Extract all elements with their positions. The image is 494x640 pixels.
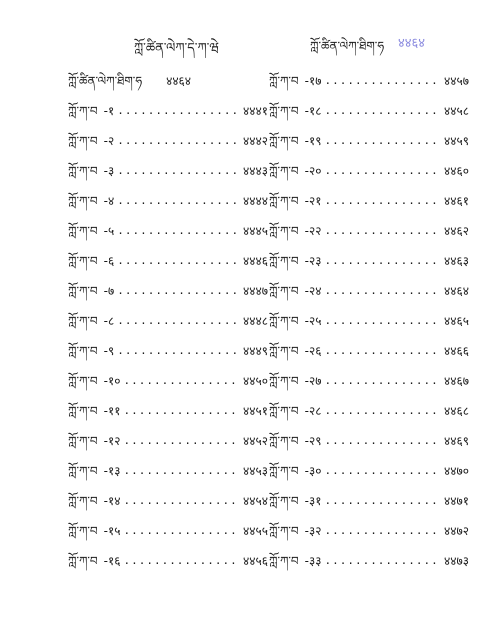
toc-entry-label: ཀློ་ཚིན་ལེཀ་ཐིག་ཧ	[68, 74, 143, 88]
toc-entry-label: ཀློ་ཀ་བ	[269, 344, 299, 358]
toc-entry-page: ४४५६	[243, 554, 268, 568]
toc-entry-label: ཀློ་ཀ་བ	[269, 434, 299, 448]
toc-entry[interactable]	[269, 336, 469, 366]
toc-entry-page: ४४७०	[444, 464, 469, 478]
toc-entry-label: ཀློ་ཀ་བ	[269, 164, 299, 178]
dot-leader	[123, 426, 240, 456]
toc-entry-page: ४४६९	[444, 434, 469, 448]
toc-entry-page: ४४५१	[243, 404, 268, 418]
toc-entry-page: ४४४७	[243, 284, 268, 298]
dot-leader	[324, 336, 441, 366]
dot-leader	[117, 306, 240, 336]
toc-entry-number: -२८	[304, 404, 322, 418]
toc-entry-number: -२७	[304, 374, 322, 388]
toc-entry-number: -१५	[103, 524, 121, 538]
toc-entry[interactable]	[68, 156, 268, 186]
toc-entry[interactable]	[269, 96, 469, 126]
toc-entry-page: ४४७१	[444, 494, 469, 508]
toc-entry-page: ४४४३	[243, 164, 268, 178]
toc-entry-number: -११	[103, 404, 121, 418]
dot-leader	[324, 366, 441, 396]
toc-entry-label: ཀློ་ཀ་བ	[269, 494, 299, 508]
toc-entry-number: -१७	[304, 74, 322, 88]
toc-entry-label: ཀློ་ཀ་བ	[68, 224, 98, 238]
toc-entry-number: -१६	[103, 554, 121, 568]
dot-leader	[324, 306, 441, 336]
toc-entry-label: ཀློ་ཀ་བ	[68, 254, 98, 268]
toc-entry-page: ४४६५	[444, 314, 469, 328]
toc-entry[interactable]	[269, 246, 469, 276]
toc-entry-label: ཀློ་ཀ་བ	[68, 284, 98, 298]
toc-entry-page: ४४५४	[243, 494, 268, 508]
toc-entry[interactable]	[68, 186, 268, 216]
toc-entry-number: -६	[103, 254, 115, 268]
dot-leader	[123, 516, 240, 546]
toc-entry-number: -३	[103, 164, 115, 178]
dot-leader	[324, 426, 441, 456]
toc-entry-page: ४४६४	[166, 74, 192, 88]
toc-entry-page: ४४४९	[243, 344, 268, 358]
toc-entry-number: -२	[103, 134, 115, 148]
toc-entry-page: ४४५९	[444, 134, 469, 148]
toc-entry-number: -२६	[304, 344, 322, 358]
toc-entry-number: -५	[103, 224, 115, 238]
toc-entry-page: ४४५०	[243, 374, 268, 388]
toc-entry[interactable]	[269, 516, 469, 546]
toc-entry-page: ४४५३	[243, 464, 268, 478]
document-subtitle: ཀློ་ཚིན་ལེཀ་ཐིག་ཧ	[310, 39, 385, 53]
toc-entry[interactable]	[68, 216, 268, 246]
dot-leader	[324, 96, 441, 126]
toc-entry[interactable]	[68, 246, 268, 276]
dot-leader	[117, 276, 240, 306]
toc-entry-page: ४४४६	[243, 254, 268, 268]
toc-entry-label: ཀློ་ཀ་བ	[68, 164, 98, 178]
toc-entry[interactable]	[68, 426, 268, 456]
toc-left-column	[68, 66, 268, 576]
toc-entry-page: ४४४४	[243, 194, 268, 208]
toc-entry[interactable]	[269, 546, 469, 576]
toc-entry-page: ४४६३	[444, 254, 469, 268]
dot-leader	[117, 96, 240, 126]
toc-entry-page: ४४५२	[243, 434, 268, 448]
toc-entry-number: -३३	[304, 554, 322, 568]
toc-entry-number: -१४	[103, 494, 121, 508]
toc-entry[interactable]	[269, 486, 469, 516]
toc-entry[interactable]	[269, 426, 469, 456]
toc-entry-label: ཀློ་ཀ་བ	[68, 104, 98, 118]
toc-entry[interactable]	[68, 336, 268, 366]
toc-entry[interactable]	[68, 516, 268, 546]
toc-entry-number: -७	[103, 284, 115, 298]
toc-entry-label: ཀློ་ཀ་བ	[269, 404, 299, 418]
toc-entry-number: -२१	[304, 194, 322, 208]
toc-entry-number: -२४	[304, 284, 322, 298]
toc-entry-number: -१	[103, 104, 115, 118]
toc-entry-page: ४४४५	[243, 224, 268, 238]
toc-entry-page: ४४४२	[243, 134, 268, 148]
toc-entry-page: ४४६०	[444, 164, 469, 178]
toc-entry-label: ཀློ་ཀ་བ	[68, 344, 98, 358]
toc-entry[interactable]	[68, 366, 268, 396]
toc-entry-label: ཀློ་ཀ་བ	[269, 374, 299, 388]
dot-leader	[123, 396, 240, 426]
toc-entry-label: ཀློ་ཀ་བ	[68, 464, 98, 478]
toc-entry-number: -१२	[103, 434, 121, 448]
toc-entry[interactable]	[68, 276, 268, 306]
toc-entry[interactable]	[68, 306, 268, 336]
toc-entry-page: ४४४८	[243, 314, 268, 328]
dot-leader	[324, 516, 441, 546]
toc-entry[interactable]	[269, 186, 469, 216]
toc-entry-label: ཀློ་ཀ་བ	[68, 194, 98, 208]
toc-entry-label: ཀློ་ཀ་བ	[269, 74, 299, 88]
toc-entry-number: -२०	[304, 164, 322, 178]
page-header	[0, 33, 494, 55]
toc-entry[interactable]	[269, 456, 469, 486]
toc-entry-label: ཀློ་ཀ་བ	[269, 134, 299, 148]
toc-entry-label: ཀློ་ཀ་བ	[269, 524, 299, 538]
toc-right-column	[269, 66, 469, 576]
toc-entry-page: ४४६८	[444, 404, 469, 418]
toc-entry-number: -१०	[103, 374, 121, 388]
dot-leader	[123, 546, 240, 576]
toc-entry-label: ཀློ་ཀ་བ	[269, 554, 299, 568]
toc-entry-label: ཀློ་ཀ་བ	[269, 194, 299, 208]
toc-entry-number: -४	[103, 194, 115, 208]
toc-entry-page: ४४७३	[444, 554, 469, 568]
toc-entry-label: ཀློ་ཀ་བ	[68, 374, 98, 388]
toc-entry-page: ४४५८	[444, 104, 469, 118]
dot-leader	[324, 456, 441, 486]
toc-entry[interactable]	[68, 486, 268, 516]
dot-leader	[117, 156, 240, 186]
toc-entry-page: ४४५५	[243, 524, 268, 538]
toc-entry[interactable]	[68, 456, 268, 486]
dot-leader	[324, 396, 441, 426]
toc-entry-number: -१८	[304, 104, 322, 118]
toc-entry[interactable]	[68, 126, 268, 156]
toc-entry-label: ཀློ་ཀ་བ	[68, 524, 98, 538]
toc-entry[interactable]	[68, 396, 268, 426]
dot-leader	[324, 186, 441, 216]
toc-entry-label: ཀློ་ཀ་བ	[68, 554, 98, 568]
dot-leader	[324, 276, 441, 306]
toc-entry-label: ཀློ་ཀ་བ	[269, 464, 299, 478]
dot-leader	[324, 246, 441, 276]
toc-entry[interactable]	[68, 96, 268, 126]
toc-entry-page: ४४४१	[243, 104, 268, 118]
toc-entry[interactable]	[269, 66, 469, 96]
toc-entry-page: ४४५७	[444, 74, 469, 88]
dot-leader	[324, 546, 441, 576]
toc-entry-number: -३०	[304, 464, 322, 478]
toc-entry-number: -९	[103, 344, 115, 358]
toc-entry-number: -२९	[304, 434, 322, 448]
toc-entry-label: ཀློ་ཀ་བ	[269, 314, 299, 328]
toc-entry-label: ཀློ་ཀ་བ	[269, 104, 299, 118]
dot-leader	[117, 216, 240, 246]
toc-entry[interactable]	[269, 306, 469, 336]
toc-entry[interactable]	[269, 396, 469, 426]
dot-leader	[324, 156, 441, 186]
toc-entry-number: -३१	[304, 494, 322, 508]
toc-entry-number: -१३	[103, 464, 121, 478]
dot-leader	[117, 336, 240, 366]
toc-entry-label: ཀློ་ཀ་བ	[68, 494, 98, 508]
toc-entry-number: -२५	[304, 314, 322, 328]
toc-entry-page: ४४६७	[444, 374, 469, 388]
dot-leader	[123, 486, 240, 516]
toc-entry-label: ཀློ་ཀ་བ	[68, 404, 98, 418]
toc-entry-number: -१९	[304, 134, 322, 148]
toc-entry-number: -८	[103, 314, 115, 328]
toc-entry[interactable]	[269, 126, 469, 156]
toc-entry-label: ཀློ་ཀ་བ	[68, 134, 98, 148]
toc-entry-number: -२३	[304, 254, 322, 268]
toc-entry-number: -३२	[304, 524, 322, 538]
dot-leader	[117, 126, 240, 156]
toc-entry-label: ཀློ་ཀ་བ	[269, 224, 299, 238]
toc-entry-number: -२२	[304, 224, 322, 238]
toc-entry-label: ཀློ་ཀ་བ	[269, 254, 299, 268]
toc-entry[interactable]	[68, 66, 268, 96]
toc-entry[interactable]	[68, 546, 268, 576]
document-title: ཀློ་ཚིན་ལེཀ་དེ་ཀ་ཝེ	[134, 41, 220, 56]
dot-leader	[324, 486, 441, 516]
toc-entry-page: ४४६६	[444, 344, 469, 358]
dot-leader	[324, 216, 441, 246]
toc-entry-page: ४४६२	[444, 224, 469, 238]
toc-entry[interactable]	[269, 216, 469, 246]
page-number: ४४६४	[398, 36, 426, 51]
toc-entry-page: ४४६१	[444, 194, 469, 208]
dot-leader	[123, 366, 240, 396]
toc-entry[interactable]	[269, 156, 469, 186]
toc-entry[interactable]	[269, 366, 469, 396]
dot-leader	[123, 456, 240, 486]
dot-leader	[324, 66, 441, 96]
toc-entry-page: ४४६४	[444, 284, 469, 298]
toc-entry-label: ཀློ་ཀ་བ	[68, 434, 98, 448]
toc-entry-label: ཀློ་ཀ་བ	[68, 314, 98, 328]
dot-leader	[324, 126, 441, 156]
toc-entry-page: ४४७२	[444, 524, 469, 538]
toc-entry-label: ཀློ་ཀ་བ	[269, 284, 299, 298]
dot-leader	[117, 186, 240, 216]
dot-leader	[117, 246, 240, 276]
toc-entry[interactable]	[269, 276, 469, 306]
